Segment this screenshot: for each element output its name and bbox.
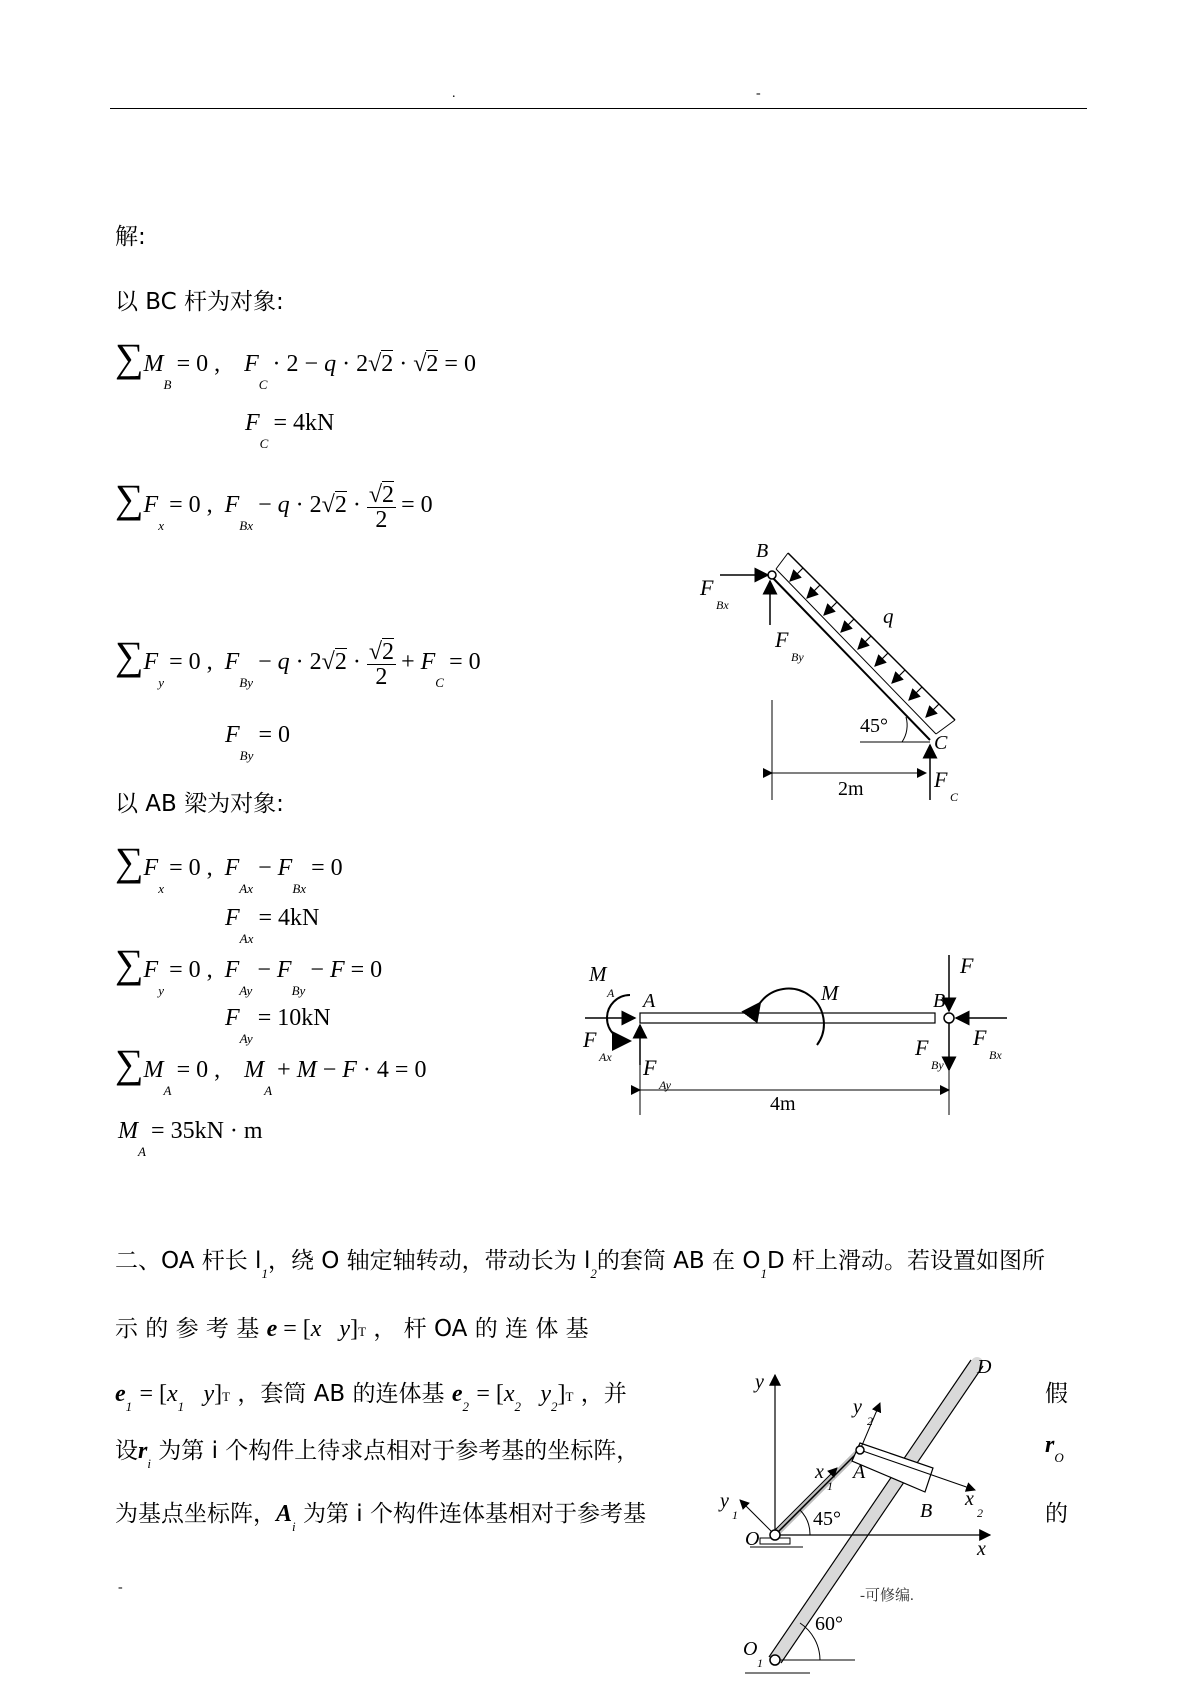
label-fc: F [934, 767, 948, 792]
label-q: q [883, 604, 894, 628]
label-fbx: F [700, 575, 714, 600]
label-x1: x [815, 1461, 824, 1483]
pin-a [856, 1446, 864, 1454]
pin-b2 [944, 1013, 954, 1023]
p2-r4b: 为第 i 个构件上待求点相对于参考基的坐标阵， [158, 1438, 640, 1464]
sub-fc: C [950, 790, 959, 804]
sub-fbx: Bx [716, 598, 729, 612]
fax-value: = 4kN [258, 905, 320, 931]
label-angle: 45° [860, 715, 888, 737]
problem2-line4: 设$r_i$ 为第 i 个构件上待求点相对于参考基的坐标阵， [115, 1438, 640, 1471]
sub-ma: A [607, 986, 615, 1000]
label-fax: F [583, 1027, 597, 1052]
header-mark-right: - [756, 86, 761, 101]
problem2-line5: 为基点坐标阵，$A_i$ 为第 i 个构件连体基相对于参考基 [115, 1501, 646, 1534]
p2-text-d: D 杆上滑动。若设置如图所 [766, 1248, 1045, 1274]
p2-text-c: 的套筒 AB 在 O [596, 1248, 761, 1274]
angle-arc [902, 717, 907, 742]
watermark: -可修编. [860, 1588, 914, 1604]
sub-fay: Ay [659, 1078, 671, 1092]
label-b: B [756, 540, 769, 562]
rod-o1d-edge-b [781, 1366, 983, 1663]
result-fc: $F_C = 4kN$ [245, 410, 335, 451]
label-y2: y [853, 1396, 862, 1418]
rod-o1d-fill [775, 1363, 977, 1660]
header-mark-left: . [452, 86, 456, 101]
problem2-line3: $e_1 = [x_1$ y]T ，套筒 AB 的连体基 $e_2 = [x_2$ $y_2]T$ ，并 [115, 1381, 627, 1414]
label-b2: B [933, 990, 946, 1012]
label-x2: x [965, 1488, 974, 1510]
p2-text-a: 二、OA 杆长 l [115, 1248, 262, 1274]
result-fax: $F_{Ax} = 4kN$ [225, 905, 320, 946]
sub-y2: 2 [867, 1414, 873, 1428]
result-fby: $F_{By} = 0$ [225, 722, 291, 763]
angle-45-arc [800, 1510, 810, 1535]
label-d: D [977, 1356, 992, 1378]
label-y1: y [720, 1490, 729, 1512]
sub-fax: Ax [599, 1050, 612, 1064]
problem2-line1: 二、OA 杆长 $l_1$，绕 O 轴定轴转动，带动长为 $l_2$的套筒 AB 在 $O_1D$ 杆上滑动。若设置如图所 [115, 1248, 1045, 1281]
label-fby: F [775, 627, 789, 652]
p2-r3a: ，套筒 AB 的连体基 [237, 1381, 445, 1407]
pin-o [770, 1530, 780, 1540]
label-m: M [821, 981, 839, 1005]
label-45: 45° [813, 1508, 841, 1530]
sub-o1: 1 [757, 1656, 763, 1670]
r-o-symbol: $r_O$ [1045, 1432, 1064, 1465]
ma-value: = 35kN · m [151, 1118, 263, 1144]
beam-ab [640, 1013, 935, 1023]
label-o: O [745, 1528, 760, 1550]
equation-mb: $\sum M_B = 0$ , $F_C \cdot 2 - q \cdot 2√2 \cdot √2 = 0$ [115, 335, 476, 392]
load-end-top [776, 553, 788, 569]
p2-r5a: 为基点坐标阵， [115, 1501, 276, 1527]
label-ma: M [589, 962, 607, 986]
figure-bc-bar [690, 535, 990, 815]
label-fby2: F [915, 1035, 929, 1060]
p2-text-b: ，绕 O 轴定轴转动，带动长为 l [267, 1248, 591, 1274]
pin-o1 [770, 1655, 780, 1665]
label-60: 60° [815, 1613, 843, 1635]
sub-y1: 1 [732, 1508, 738, 1522]
label-2m: 2m [838, 778, 864, 800]
label-a: A [643, 990, 656, 1012]
header-rule [110, 108, 1087, 109]
p2-r5c: 的 [1045, 1501, 1068, 1527]
figure-mechanism [715, 1355, 1035, 1675]
p2-r5b: 为第 i 个构件连体基相对于参考基 [302, 1501, 646, 1527]
sub-x1: 1 [827, 1479, 833, 1493]
p2-r4a: 设 [115, 1438, 138, 1464]
problem2-line2: 示 的 参 考 基 e = [x y]T ， 杆 OA 的 连 体 基 [115, 1316, 589, 1342]
p2-r2b: ， 杆 OA 的 连 体 基 [373, 1316, 589, 1342]
label-b3: B [920, 1500, 933, 1522]
sub-x2: 2 [977, 1506, 983, 1520]
equation-fy-bc: $\sum F_y = 0$ , $F_{By} - q \cdot 2√2$ · $\frac{√2}{2}$ + $F_C = 0$ [115, 633, 481, 690]
label-4m: 4m [770, 1093, 796, 1115]
p2-r3c: 假 [1045, 1381, 1068, 1407]
p2-r3b: ，并 [580, 1381, 627, 1407]
equation-fx-ab: $\sum F_x = 0$ , $F_{Ax} - F_{Bx} = 0$ [115, 839, 343, 896]
result-ma: $M_A = 35kN \cdot m$ [118, 1118, 263, 1159]
label-o1: O [743, 1638, 758, 1660]
distributed-load-arrows [790, 568, 939, 717]
bc-intro: 以 BC 杆为对象: [115, 289, 284, 315]
p2-r2a: 示 的 参 考 基 [115, 1316, 260, 1342]
fay-value: = 10kN [257, 1005, 331, 1031]
sub-fbx2: Bx [989, 1048, 1002, 1062]
label-fbx2: F [973, 1025, 987, 1050]
load-line [788, 553, 955, 720]
figure-ab-beam [575, 945, 1015, 1115]
sub-fby2: By [931, 1058, 944, 1072]
sub-fby: By [791, 650, 804, 664]
label-f: F [960, 953, 974, 978]
label-c: C [934, 732, 948, 754]
mb-zero: 0 [196, 351, 209, 377]
equation-fy-ab: $\sum F_y = 0$ , $F_{Ay} - F_{By} - F = 0$ [115, 941, 383, 998]
pin-b [768, 571, 776, 579]
label-x: x [977, 1538, 986, 1560]
ab-intro: 以 AB 梁为对象: [115, 791, 284, 817]
solution-label: 解: [115, 224, 146, 250]
label-y: y [755, 1371, 764, 1393]
fby-value: = 0 [258, 722, 291, 748]
fc-value: = 4kN [273, 410, 335, 436]
label-a3: A [853, 1461, 866, 1483]
result-fay: $F_{Ay} = 10kN$ [225, 1005, 331, 1046]
equation-fx-bc: $\sum F_x = 0$ , $F_{Bx} - q \cdot 2√2$ · $\frac{√2}{2}$ = 0 [115, 476, 433, 533]
label-fay: F [643, 1055, 657, 1080]
footer-mark: - [118, 1580, 123, 1595]
equation-ma: $\sum M_A = 0$ , $M_A + M - F \cdot 4 = 0$ [115, 1041, 427, 1098]
